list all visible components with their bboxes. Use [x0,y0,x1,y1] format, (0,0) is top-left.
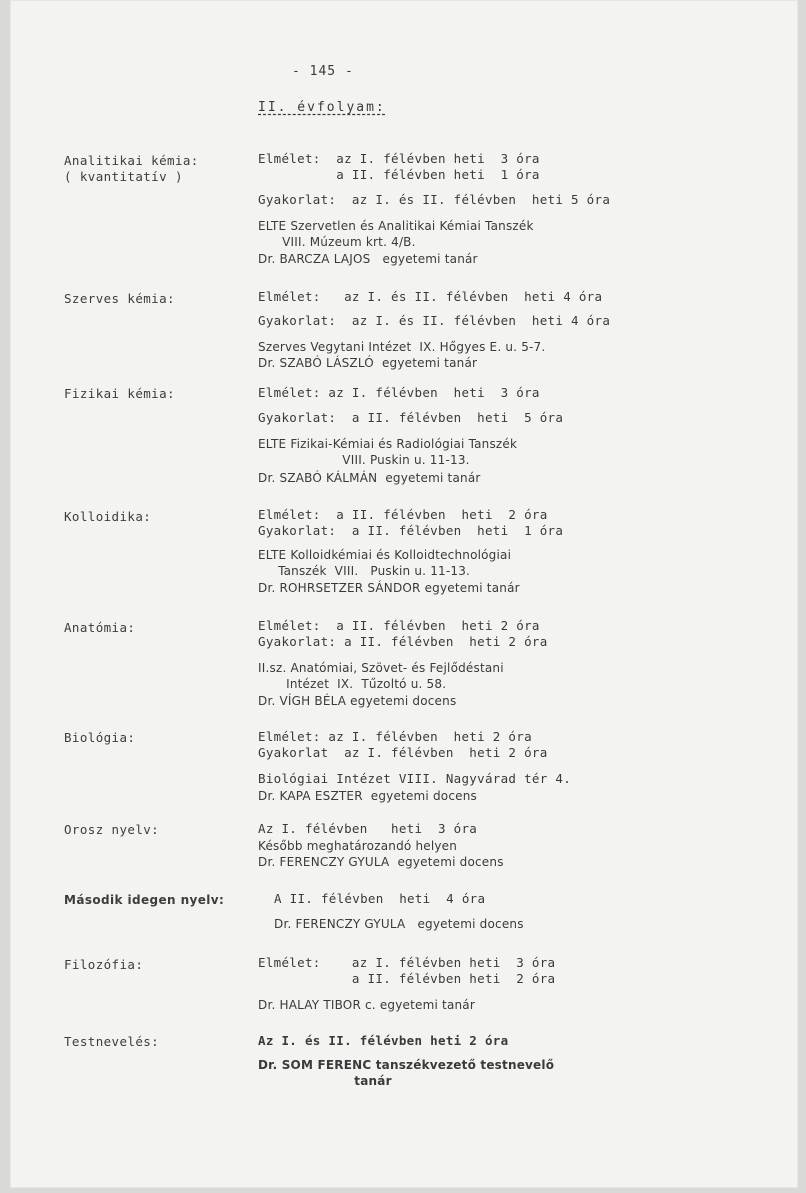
entry-line: VIII. Múzeum krt. 4/B. [258,235,416,249]
entry-line: Dr. ROHRSETZER SÁNDOR egyetemi tanár [258,581,520,595]
entry-line: Elmélet: az I. félévben heti 3 óra [258,385,540,400]
entry-line: Elmélet: az I. félévben heti 3 óra [258,955,556,970]
subject-analitikai-sub: ( kvantitatív ) [64,169,183,184]
entry-line: Elmélet: az I. félévben heti 2 óra [258,729,532,744]
entry-line: Az I. félévben heti 3 óra [258,821,478,836]
entry-line: Dr. BARCZA LAJOS egyetemi tanár [258,252,478,266]
entry-line: Gyakorlat: a II. félévben heti 5 óra [258,410,564,425]
entry-line: VIII. Puskin u. 11-13. [258,453,470,467]
entry-line: Intézet IX. Tűzoltó u. 58. [258,677,447,691]
subject-szerves: Szerves kémia: [64,291,175,306]
entry-line: Dr. HALAY TIBOR c. egyetemi tanár [258,998,475,1012]
entry-line: Biológiai Intézet VIII. Nagyvárad tér 4. [258,771,572,786]
entry-line: Dr. SOM FERENC tanszékvezető testnevelő [258,1058,555,1072]
subject-masodik: Második idegen nyelv: [64,893,225,907]
entry-line: Dr. SZABÓ LÁSZLÓ egyetemi tanár [258,356,478,370]
subject-biologia: Biológia: [64,730,136,745]
entry-line: A II. félévben heti 4 óra [274,891,486,906]
subject-analitikai: Analitikai kémia: [64,153,199,168]
entry-line: Szerves Vegytani Intézet IX. Hőgyes E. u. 5-7. [258,340,546,354]
entry-line: II.sz. Anatómiai, Szövet- és Fejlődéstani [258,661,504,675]
entry-line: Elmélet: az I. és II. félévben heti 4 óra [258,289,603,304]
entry-line: a II. félévben heti 1 óra [258,167,540,182]
entry-line: ELTE Kolloidkémiai és Kolloidtechnológiai [258,548,512,562]
subject-fizikai: Fizikai kémia: [64,386,175,401]
entry-line: Elmélet: a II. félévben heti 2 óra [258,618,540,633]
entry-line: tanár [258,1074,392,1088]
page-number: - 145 - [292,64,354,79]
entry-line: ELTE Fizikai-Kémiai és Radiológiai Tanszék [258,437,518,451]
subject-anatomia: Anatómia: [64,620,136,635]
subject-orosz: Orosz nyelv: [64,822,160,837]
entry-line: Tanszék VIII. Puskin u. 11-13. [258,564,471,578]
entry-line: Dr. SZABÓ KÁLMÁN egyetemi tanár [258,471,481,485]
entry-line: Gyakorlat: az I. és II. félévben heti 5 óra [258,192,611,207]
entry-line: Később meghatározandó helyen [258,839,458,853]
entry-line: Gyakorlat: a II. félévben heti 2 óra [258,634,548,649]
entry-line: Dr. FERENCZY GYULA egyetemi docens [258,855,504,869]
entry-line: Dr. VÍGH BÉLA egyetemi docens [258,694,457,708]
entry-line: Elmélet: az I. félévben heti 3 óra [258,151,540,166]
entry-line: Elmélet: a II. félévben heti 2 óra [258,507,548,522]
page-heading: II. évfolyam: [258,100,386,115]
entry-line: ELTE Szervetlen és Analitikai Kémiai Tanszék [258,219,534,233]
entry-line: Dr. KAPA ESZTER egyetemi docens [258,789,477,803]
entry-line: Dr. FERENCZY GYULA egyetemi docens [274,917,524,931]
entry-line: Gyakorlat: a II. félévben heti 1 óra [258,523,564,538]
entry-line: Gyakorlat az I. félévben heti 2 óra [258,745,548,760]
entry-line: Az I. és II. félévben heti 2 óra [258,1033,509,1048]
subject-testneveles: Testnevelés: [64,1034,160,1049]
subject-kolloidika: Kolloidika: [64,509,152,524]
subject-filozofia: Filozófia: [64,957,144,972]
entry-line: Gyakorlat: az I. és II. félévben heti 4 óra [258,313,611,328]
entry-line: a II. félévben heti 2 óra [258,971,556,986]
